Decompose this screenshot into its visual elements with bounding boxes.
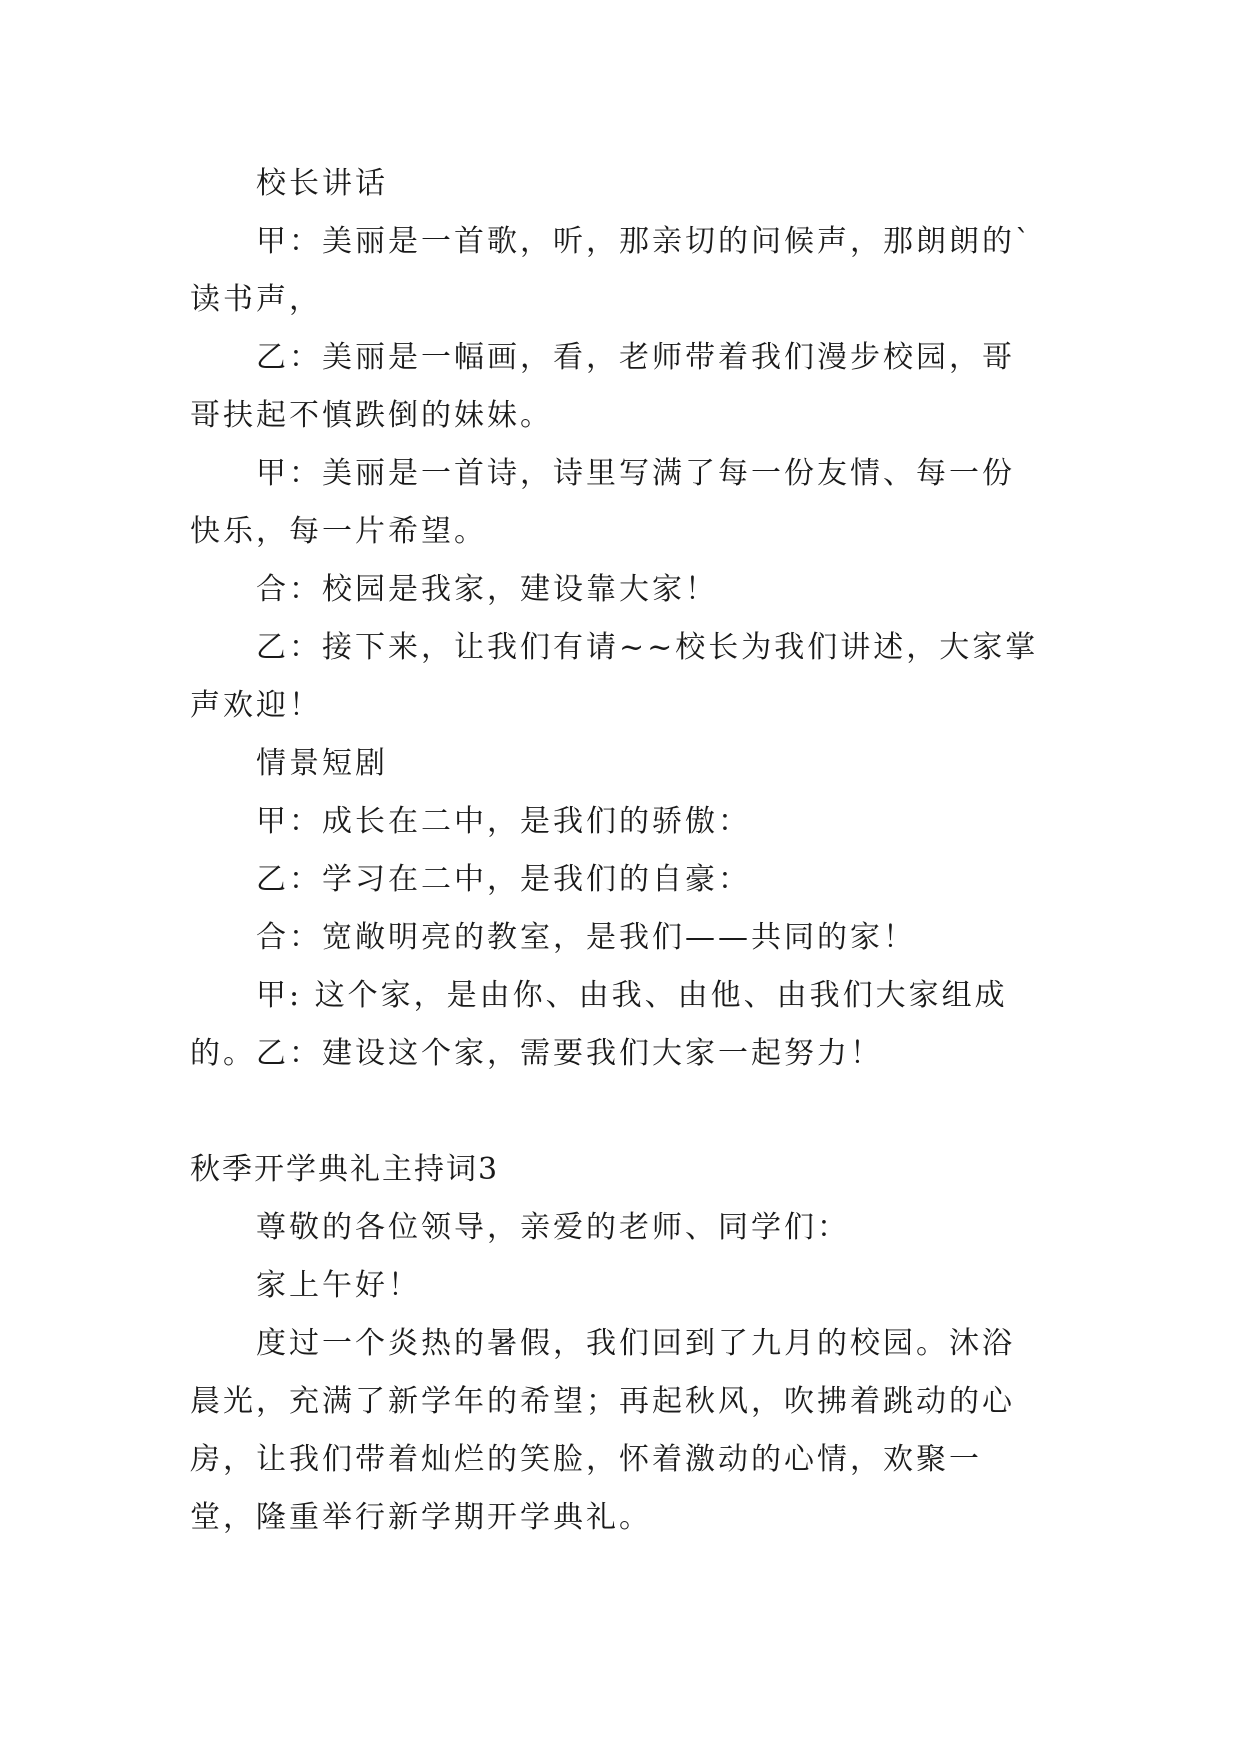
paragraph-intro: 度过一个炎热的暑假，我们回到了九月的校园。沐浴晨光，充满了新学年的希望；再起秋风，吹拂着跳动的心房，让我们带着灿烂的笑脸，怀着激动的心情，欢聚一堂，隆重举行新学期开学典礼。 xyxy=(190,1326,1015,1535)
paragraph-greeting: 尊敬的各位领导，亲爱的老师、同学们： xyxy=(256,1210,850,1245)
paragraph-yi-painting: 乙：美丽是一幅画，看，老师带着我们漫步校园，哥哥扶起不慎跌倒的妹妹。 xyxy=(190,340,1015,433)
paragraph-jia-song: 甲：美丽是一首歌，听，那亲切的问候声，那朗朗的`读书声， xyxy=(190,224,1033,317)
paragraph-jia-poem: 甲：美丽是一首诗，诗里写满了每一份友情、每一份快乐，每一片希望。 xyxy=(190,456,1015,549)
paragraph-skit-title: 情景短剧 xyxy=(256,746,388,781)
paragraph-jia-family: 甲: 这个家，是由你、由我、由他、由我们大家组成的。 xyxy=(190,978,1008,1071)
paragraph-principal-speech: 校长讲话 xyxy=(256,166,388,201)
paragraph-jia-grow: 甲：成长在二中，是我们的骄傲： xyxy=(256,804,751,839)
paragraph-he-home: 合：校园是我家，建设靠大家！ xyxy=(256,572,718,607)
paragraph-yi-invite: 乙：接下来，让我们有请~~校长为我们讲述，大家掌声欢迎！ xyxy=(190,630,1039,723)
section-title: 秋季开学典礼主持词3 xyxy=(190,1152,500,1187)
paragraph-he-classroom: 合：宽敞明亮的教室，是我们——共同的家！ xyxy=(256,920,916,955)
paragraph-good-morning: 家上午好！ xyxy=(256,1268,421,1303)
paragraph-yi-study: 乙：学习在二中，是我们的自豪： xyxy=(256,862,751,897)
paragraph-yi-effort: 乙：建设这个家，需要我们大家一起努力！ xyxy=(256,1036,883,1071)
